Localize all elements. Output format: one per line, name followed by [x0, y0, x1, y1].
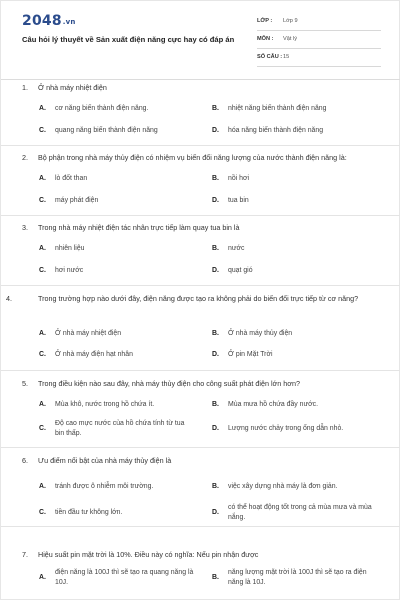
question-divider [1, 370, 400, 371]
meta-label: SỐ CÂU : [257, 54, 283, 60]
question-stem: Hiệu suất pin mặt trời là 10%. Điều này có nghĩa: Nếu pin nhận được [38, 550, 259, 559]
option-b[interactable] [212, 482, 382, 492]
question-text [22, 455, 382, 466]
option-b[interactable] [212, 104, 382, 114]
option-letter: A. [39, 175, 46, 182]
meta-label: LỚP : [257, 18, 273, 24]
question-text [6, 293, 382, 304]
question-text [22, 378, 382, 389]
option-letter: D. [212, 509, 219, 516]
question-stem: Trong nhà máy nhiệt điện tác nhân trực tiếp làm quay tua bin là [38, 223, 240, 232]
option-text: hơi nước [55, 267, 84, 274]
header-divider [1, 79, 400, 80]
option-text: tránh được ô nhiễm môi trường. [55, 483, 154, 490]
question-text [22, 549, 382, 560]
meta-value: Vật lý [283, 36, 297, 42]
logo-suffix: .vn [62, 18, 76, 26]
option-b[interactable] [212, 329, 382, 339]
option-letter: C. [39, 127, 46, 134]
option-letter: A. [39, 245, 46, 252]
option-letter: B. [212, 105, 219, 112]
question-number: 1. [22, 83, 28, 92]
option-a[interactable] [39, 329, 199, 339]
option-text: máy phát điện [55, 197, 99, 204]
option-c[interactable] [39, 419, 204, 439]
option-letter: D. [212, 351, 219, 358]
option-d[interactable] [212, 503, 382, 523]
option-letter: A. [39, 330, 46, 337]
question-stem: Trong điều kiện nào sau đây, nhà máy thủy điện cho công suất phát điện lớn hơn? [38, 379, 300, 388]
option-text: điện năng là 100J thì sẽ tạo ra quang năng là 10J. [55, 569, 194, 586]
option-text: Ở nhà máy thủy điện [228, 330, 293, 337]
option-letter: B. [212, 245, 219, 252]
option-b[interactable] [212, 400, 382, 410]
meta-value: 15 [283, 54, 290, 60]
option-d[interactable] [212, 350, 382, 360]
option-a[interactable] [39, 244, 199, 254]
option-text: quang năng biến thành điện năng [55, 127, 158, 134]
option-text: có thể hoạt động tốt trong cả mùa mưa và mùa nắng. [228, 504, 372, 521]
option-c[interactable] [39, 196, 199, 206]
option-text: tua bin [228, 197, 249, 204]
question-stem: Trong trường hợp nào dưới đây, điện năng được tạo ra không phải do biến đổi trực tiếp từ cơ năng? [38, 294, 359, 303]
option-c[interactable] [39, 508, 199, 518]
option-letter: C. [39, 509, 46, 516]
option-text: nước [228, 245, 245, 252]
option-letter: D. [212, 127, 219, 134]
meta-label: MÔN : [257, 36, 274, 42]
option-d[interactable] [212, 424, 382, 434]
question-divider [1, 145, 400, 146]
option-a[interactable] [39, 400, 199, 410]
document-header [1, 1, 400, 79]
meta-row-count [257, 51, 381, 67]
meta-value: Lớp 9 [283, 18, 298, 24]
option-a[interactable] [39, 568, 207, 588]
option-letter: C. [39, 425, 46, 432]
question-number: 4. [6, 294, 12, 303]
option-letter: B. [212, 175, 219, 182]
question-stem: Bộ phận trong nhà máy thủy điện có nhiệm vụ biến đổi năng lượng của nước thành điện năng là: [38, 153, 347, 162]
option-letter: A. [39, 105, 46, 112]
site-logo[interactable] [22, 13, 76, 29]
option-c[interactable] [39, 266, 199, 276]
option-letter: D. [212, 267, 219, 274]
option-letter: A. [39, 401, 46, 408]
option-letter: C. [39, 197, 46, 204]
logo-text: 2048 [22, 13, 62, 29]
meta-row-class [257, 15, 381, 31]
option-d[interactable] [212, 126, 382, 136]
question-divider [1, 285, 400, 286]
option-letter: D. [212, 425, 219, 432]
option-text: hóa năng biến thành điện năng [228, 127, 324, 134]
option-letter: B. [212, 483, 219, 490]
question-text [22, 222, 382, 233]
page-title: Câu hỏi lý thuyết về Sản xuất điện năng cực hay có đáp án [22, 35, 235, 44]
question-number: 7. [22, 550, 28, 559]
option-text: tiền đầu tư không lớn. [55, 509, 123, 516]
question-stem: Ưu điểm nổi bật của nhà máy thủy điện là [38, 456, 172, 465]
question-divider [1, 526, 400, 527]
option-a[interactable] [39, 482, 199, 492]
option-text: lò đốt than [55, 175, 88, 182]
option-text: nồi hơi [228, 175, 249, 182]
option-letter: D. [212, 197, 219, 204]
option-d[interactable] [212, 266, 382, 276]
option-text: Mùa khô, nước trong hồ chứa ít. [55, 401, 155, 408]
question-number: 2. [22, 153, 28, 162]
option-text: năng lượng mặt trời là 100J thì sẽ tạo ra điện năng là 10J. [228, 569, 367, 586]
option-a[interactable] [39, 104, 199, 114]
option-letter: A. [39, 574, 46, 581]
option-text: cơ năng biến thành điện năng. [55, 105, 149, 112]
question-text [22, 152, 382, 163]
question-text [22, 82, 382, 93]
option-b[interactable] [212, 244, 382, 254]
option-text: Độ cao mực nước của hồ chứa tính từ tua bin thấp. [55, 420, 185, 437]
option-text: Mùa mưa hồ chứa đầy nước. [228, 401, 318, 408]
option-text: Lượng nước chảy trong ống dẫn nhỏ. [228, 425, 344, 432]
question-stem: Ở nhà máy nhiệt điện [38, 83, 107, 92]
question-number: 6. [22, 456, 28, 465]
option-letter: C. [39, 267, 46, 274]
option-text: nhiên liệu [55, 245, 85, 252]
option-text: Ở pin Mặt Trời [228, 351, 273, 358]
option-letter: B. [212, 330, 219, 337]
option-c[interactable] [39, 350, 199, 360]
option-b[interactable] [212, 568, 382, 588]
option-a[interactable] [39, 174, 199, 184]
option-text: Ở nhà máy điện hạt nhân [55, 351, 133, 358]
option-d[interactable] [212, 196, 382, 206]
option-text: Ở nhà máy nhiệt điện [55, 330, 122, 337]
option-c[interactable] [39, 126, 199, 136]
option-b[interactable] [212, 174, 382, 184]
question-number: 3. [22, 223, 28, 232]
option-letter: B. [212, 574, 219, 581]
question-divider [1, 447, 400, 448]
option-letter: C. [39, 351, 46, 358]
option-letter: B. [212, 401, 219, 408]
option-text: nhiệt năng biến thành điện năng [228, 105, 327, 112]
document-meta [257, 15, 381, 69]
option-text: quạt gió [228, 267, 253, 274]
question-divider [1, 215, 400, 216]
question-number: 5. [22, 379, 28, 388]
meta-row-subject [257, 33, 381, 49]
option-letter: A. [39, 483, 46, 490]
option-text: việc xây dựng nhà máy là đơn giản. [228, 483, 338, 490]
